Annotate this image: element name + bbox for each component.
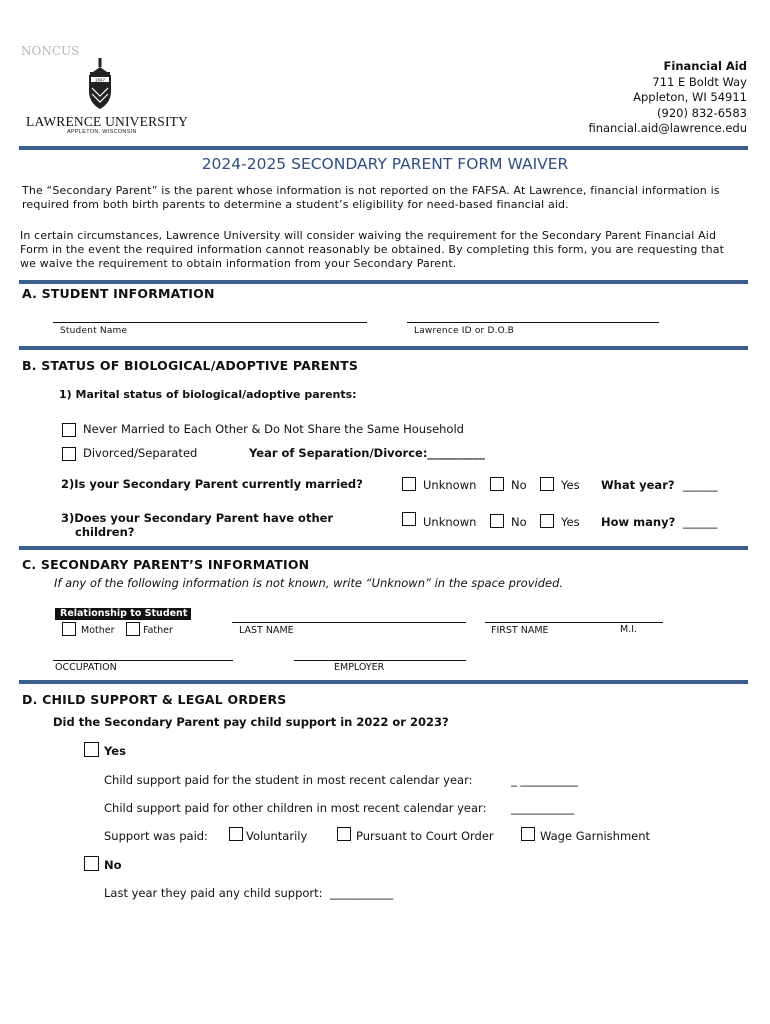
- voluntarily-checkbox[interactable]: [229, 827, 243, 841]
- section-d-heading: D. CHILD SUPPORT & LEGAL ORDERS: [22, 692, 287, 707]
- question-1: 1) Marital status of biological/adoptive parents:: [59, 388, 357, 401]
- how-many-field[interactable]: ______: [683, 515, 718, 529]
- divider: [19, 280, 748, 284]
- relationship-tag: Relationship to Student: [55, 608, 191, 620]
- support-paid-label: Support was paid:: [104, 829, 208, 843]
- employer-label: EMPLOYER: [334, 662, 385, 673]
- student-name-label: Student Name: [60, 326, 128, 336]
- q2-no-label: No: [511, 478, 527, 492]
- employer-line[interactable]: [294, 660, 466, 661]
- office-city: Appleton, WI 54911: [633, 90, 747, 104]
- court-order-checkbox[interactable]: [337, 827, 351, 841]
- crest-icon: [84, 58, 116, 112]
- child-support-question: Did the Secondary Parent pay child support in 2022 or 2023?: [53, 715, 449, 729]
- last-name-label: LAST NAME: [239, 625, 294, 636]
- how-many-label: How many?: [601, 515, 676, 529]
- question-3-line-2: children?: [75, 525, 135, 539]
- last-year-label: Last year they paid any child support:: [104, 886, 323, 900]
- q2-yes-checkbox[interactable]: [540, 477, 554, 491]
- father-label: Father: [143, 625, 173, 636]
- question-2: 2)Is your Secondary Parent currently married?: [61, 477, 363, 491]
- id-dob-label: Lawrence ID or D.O.B: [414, 326, 515, 336]
- first-name-line[interactable]: [485, 622, 663, 623]
- occupation-line[interactable]: [53, 660, 233, 661]
- child-support-yes-label: Yes: [104, 744, 126, 758]
- question-3-line-1: 3)Does your Secondary Parent have other: [61, 511, 334, 525]
- paid-student-label: Child support paid for the student in most recent calendar year:: [104, 773, 473, 787]
- id-dob-line[interactable]: [407, 322, 659, 323]
- never-married-label: Never Married to Each Other & Do Not Share the Same Household: [83, 422, 464, 436]
- paid-student-field[interactable]: _ __________: [511, 773, 578, 787]
- wage-garnishment-checkbox[interactable]: [521, 827, 535, 841]
- q2-unknown-label: Unknown: [423, 478, 477, 492]
- section-c-note: If any of the following information is not known, write “Unknown” in the space provided.: [54, 576, 564, 590]
- office-phone: (920) 832-6583: [657, 105, 747, 120]
- logo-name: LAWRENCE UNIVERSITY: [26, 114, 189, 129]
- student-name-line[interactable]: [53, 322, 367, 323]
- child-support-no-label: No: [104, 858, 122, 872]
- never-married-checkbox[interactable]: [62, 423, 76, 437]
- what-year-label: What year?: [601, 478, 675, 492]
- q3-no-checkbox[interactable]: [490, 514, 504, 528]
- q2-no-checkbox[interactable]: [490, 477, 504, 491]
- office-address: [588, 59, 747, 137]
- year-separation-field[interactable]: Year of Separation/Divorce:__________: [249, 446, 485, 460]
- last-name-line[interactable]: [232, 622, 466, 623]
- divider: [19, 680, 748, 684]
- voluntarily-label: Voluntarily: [246, 829, 308, 843]
- q2-unknown-checkbox[interactable]: [402, 477, 416, 491]
- q3-unknown-checkbox[interactable]: [402, 512, 416, 526]
- watermark: NONCUS: [21, 44, 80, 58]
- logo-subtitle: APPLETON, WISCONSIN: [67, 129, 137, 135]
- q3-unknown-label: Unknown: [423, 515, 477, 529]
- divorced-label: Divorced/Separated: [83, 446, 198, 460]
- wage-garnishment-label: Wage Garnishment: [540, 829, 651, 843]
- father-checkbox[interactable]: [126, 622, 140, 636]
- q2-yes-label: Yes: [561, 478, 580, 492]
- mother-label: Mother: [81, 625, 115, 636]
- child-support-no-checkbox[interactable]: [84, 856, 99, 871]
- occupation-label: OCCUPATION: [55, 662, 117, 673]
- what-year-field[interactable]: ______: [683, 478, 718, 492]
- divider: [19, 146, 748, 150]
- office-name: Financial Aid: [663, 59, 747, 73]
- office-email[interactable]: financial.aid@lawrence.edu: [588, 121, 747, 135]
- divorced-checkbox[interactable]: [62, 447, 76, 461]
- divider: [19, 346, 748, 350]
- last-year-field[interactable]: ___________: [330, 886, 394, 900]
- section-a-heading: A. STUDENT INFORMATION: [22, 286, 215, 301]
- paid-other-label: Child support paid for other children in most recent calendar year:: [104, 801, 487, 815]
- svg-text:1847: 1847: [94, 77, 106, 83]
- first-name-label: FIRST NAME: [491, 625, 549, 636]
- intro-paragraph-1: The “Secondary Parent” is the parent whose information is not reported on the FAFSA. At Lawrence, financial information is required from both birth parents to determine a student’s eligibility for need-based financial aid.: [22, 184, 720, 211]
- office-street: 711 E Boldt Way: [652, 74, 747, 89]
- form-title: 2024-2025 SECONDARY PARENT FORM WAIVER: [201, 155, 569, 173]
- mi-label: M.I.: [620, 624, 638, 635]
- section-c-heading: C. SECONDARY PARENT’S INFORMATION: [22, 557, 310, 572]
- paid-other-field[interactable]: ___________: [511, 801, 575, 815]
- divider: [19, 546, 748, 550]
- q3-no-label: No: [511, 515, 527, 529]
- child-support-yes-checkbox[interactable]: [84, 742, 99, 757]
- q3-yes-label: Yes: [561, 515, 580, 529]
- mother-checkbox[interactable]: [62, 622, 76, 636]
- q3-yes-checkbox[interactable]: [540, 514, 554, 528]
- section-b-heading: B. STATUS OF BIOLOGICAL/ADOPTIVE PARENTS: [22, 358, 359, 373]
- court-order-label: Pursuant to Court Order: [356, 829, 494, 843]
- intro-paragraph-2: In certain circumstances, Lawrence University will consider waiving the requirement for the Secondary Parent Financial Aid Form in the event the required information cannot reasonably be obtained. By completing this form, you are requesting that we waive the requirement to obtain information from your Secondary Parent.: [20, 229, 725, 270]
